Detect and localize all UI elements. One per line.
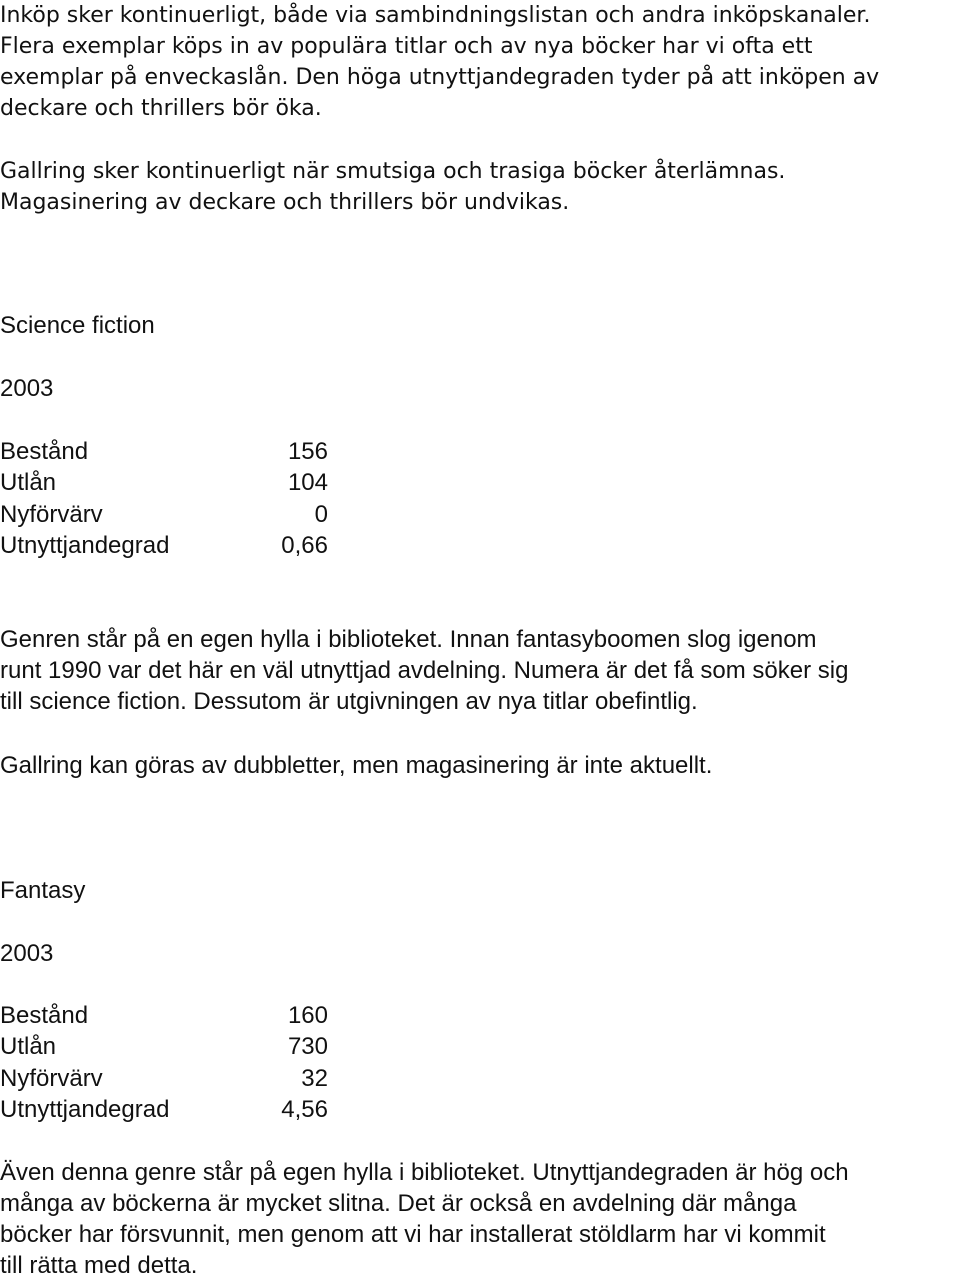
stats-table-science-fiction (0, 436, 328, 561)
stats-row (0, 436, 328, 467)
stat-value: 4,56 (281, 1096, 328, 1124)
section-year: 2003 (0, 375, 54, 402)
science-fiction-gallring-paragraph (0, 750, 712, 781)
stat-value: 730 (287, 1033, 328, 1061)
stat-label: Utlån (0, 469, 57, 497)
text-line: Gallring sker kontinuerligt när smutsiga och trasiga böcker återlämnas. (0, 159, 786, 184)
science-fiction-paragraph (0, 624, 848, 717)
section-heading-fantasy: Fantasy (0, 877, 86, 904)
stat-label: Utlån (0, 1033, 57, 1061)
text-line: många av böckerna är mycket slitna. Det är också en avdelning där många (0, 1190, 797, 1217)
stats-row (0, 467, 328, 498)
stats-row (0, 1000, 328, 1031)
text-line: till science fiction. Dessutom är utgivningen av nya titlar obefintlig. (0, 688, 698, 715)
stats-row (0, 499, 328, 530)
stat-value: 0 (314, 500, 328, 528)
stat-value: 104 (287, 469, 328, 497)
text-line: runt 1990 var det här en väl utnyttjad avdelning. Numera är det få som söker sig (0, 657, 849, 684)
section-year: 2003 (0, 940, 54, 967)
fantasy-paragraph (0, 1157, 849, 1281)
text-line: Flera exemplar köps in av populära titlar och av nya böcker har vi ofta ett (0, 34, 813, 59)
text-line: Genren står på en egen hylla i biblioteket. Innan fantasyboomen slog igenom (0, 626, 817, 653)
stat-label: Utnyttjandegrad (0, 1096, 170, 1124)
stat-label: Bestånd (0, 438, 89, 466)
stats-row (0, 530, 328, 561)
stat-value: 160 (287, 1002, 328, 1030)
text-line: Även denna genre står på egen hylla i biblioteket. Utnyttjandegraden är hög och (0, 1159, 849, 1186)
stats-row (0, 1031, 328, 1062)
stats-row (0, 1063, 328, 1094)
intro-paragraph (0, 0, 879, 124)
stats-table-fantasy (0, 1000, 328, 1125)
stat-label: Bestånd (0, 1002, 89, 1030)
stat-label: Utnyttjandegrad (0, 532, 170, 560)
stat-label: Nyförvärv (0, 1064, 103, 1092)
text-line: Gallring kan göras av dubbletter, men magasinering är inte aktuellt. (0, 752, 713, 779)
text-line: till rätta med detta. (0, 1252, 198, 1279)
stats-row (0, 1094, 328, 1125)
text-line: Inköp sker kontinuerligt, både via sambindningslistan och andra inköpskanaler. (0, 3, 871, 28)
stat-value: 32 (301, 1064, 328, 1092)
stat-value: 156 (287, 438, 328, 466)
stat-value: 0,66 (281, 532, 328, 560)
text-line: deckare och thrillers bör öka. (0, 96, 322, 121)
text-line: exemplar på enveckaslån. Den höga utnyttjandegraden tyder på att inköpen av (0, 65, 880, 90)
section-heading-science-fiction: Science fiction (0, 312, 155, 339)
text-line: böcker har försvunnit, men genom att vi har installerat stöldlarm har vi kommit (0, 1221, 826, 1248)
text-line: Magasinering av deckare och thrillers bör undvikas. (0, 190, 570, 215)
intro-paragraph-gallring (0, 156, 785, 218)
stat-label: Nyförvärv (0, 500, 103, 528)
